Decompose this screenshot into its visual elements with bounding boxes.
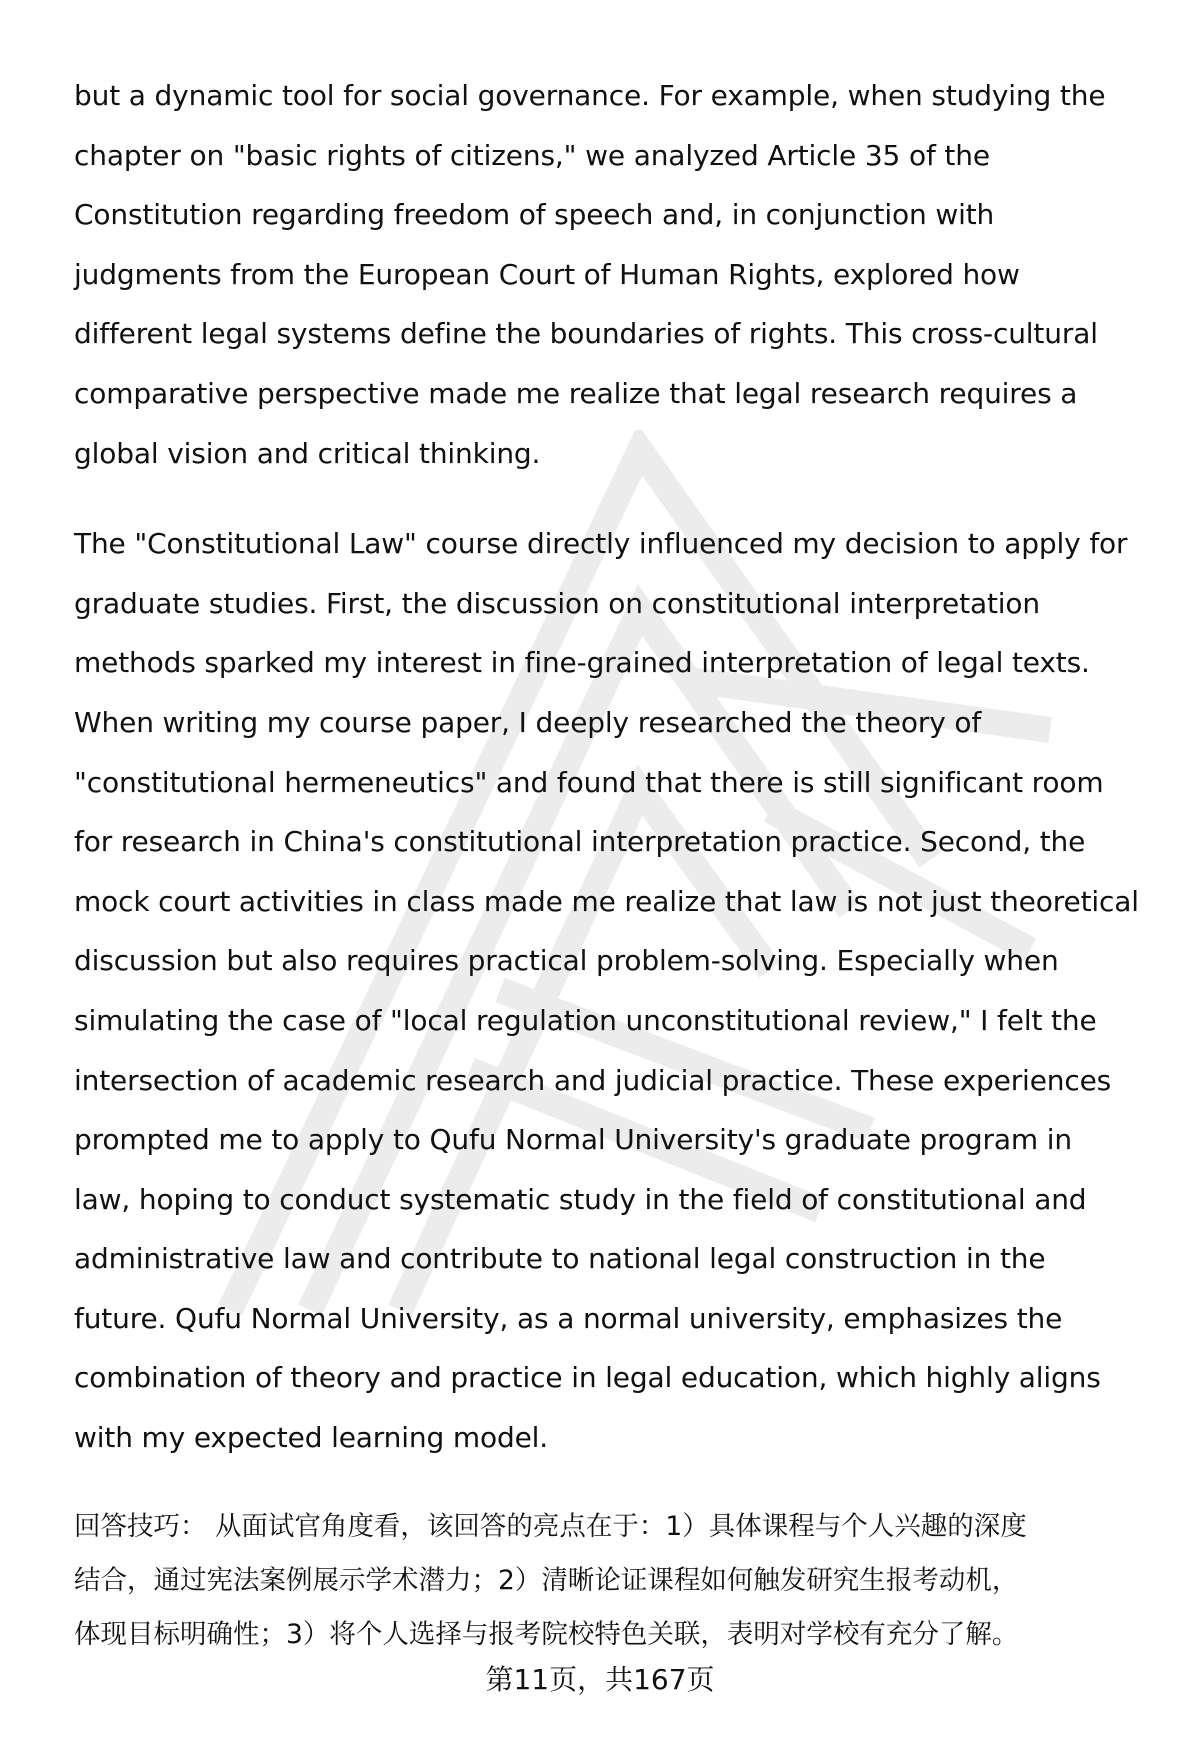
- text-line: intersection of academic research and judicial practice. These experiences: [74, 1063, 1112, 1097]
- text-line: combination of theory and practice in legal education, which highly aligns: [74, 1361, 1101, 1395]
- text-line: for research in China's constitutional interpretation practice. Second, the: [74, 825, 1086, 859]
- tip-line: 回答技巧： 从面试官角度看，该回答的亮点在于：1）具体课程与个人兴趣的深度: [74, 1511, 1027, 1542]
- text-line: "constitutional hermeneutics" and found that there is still significant room: [74, 765, 1104, 799]
- text-line: future. Qufu Normal University, as a normal university, emphasizes the: [74, 1301, 1063, 1335]
- text-line: judgments from the European Court of Human Rights, explored how: [74, 257, 1020, 291]
- tip-line: 体现目标明确性；3）将个人选择与报考院校特色关联，表明对学校有充分了解。: [74, 1619, 1019, 1650]
- paragraph-rights-comparison: [74, 66, 1164, 483]
- text-line: law, hoping to conduct systematic study in the field of constitutional and: [74, 1182, 1087, 1216]
- text-line: comparative perspective made me realize that legal research requires a: [74, 376, 1078, 410]
- text-line: global vision and critical thinking.: [74, 436, 541, 470]
- text-line: prompted me to apply to Qufu Normal University's graduate program in: [74, 1123, 1073, 1157]
- text-line: administrative law and contribute to national legal construction in the: [74, 1242, 1046, 1276]
- text-line: but a dynamic tool for social governance. For example, when studying the: [74, 79, 1106, 112]
- text-line: different legal systems define the boundaries of rights. This cross-cultural: [74, 317, 1098, 351]
- text-line: When writing my course paper, I deeply researched the theory of: [74, 705, 982, 739]
- text-line: The "Constitutional Law" course directly influenced my decision to apply for: [74, 527, 1128, 561]
- text-line: methods sparked my interest in fine-grained interpretation of legal texts.: [74, 646, 1090, 680]
- text-line: simulating the case of "local regulation unconstitutional review," I felt the: [74, 1003, 1097, 1037]
- answer-tips: [74, 1500, 1174, 1662]
- document-body: [74, 66, 1164, 1468]
- tip-line: 结合，通过宪法案例展示学术潜力；2）清晰论证课程如何触发研究生报考动机，: [74, 1565, 1019, 1596]
- text-line: discussion but also requires practical problem-solving. Especially when: [74, 944, 1059, 978]
- text-line: chapter on "basic rights of citizens," we analyzed Article 35 of the: [74, 138, 990, 172]
- page-indicator: 第11页，共167页: [485, 1663, 715, 1696]
- paragraph-course-influence: [74, 514, 1164, 1468]
- text-line: graduate studies. First, the discussion on constitutional interpretation: [74, 586, 1041, 620]
- text-line: with my expected learning model.: [74, 1421, 549, 1455]
- text-line: Constitution regarding freedom of speech and, in conjunction with: [74, 198, 995, 232]
- text-line: mock court activities in class made me realize that law is not just theoretical: [74, 884, 1139, 918]
